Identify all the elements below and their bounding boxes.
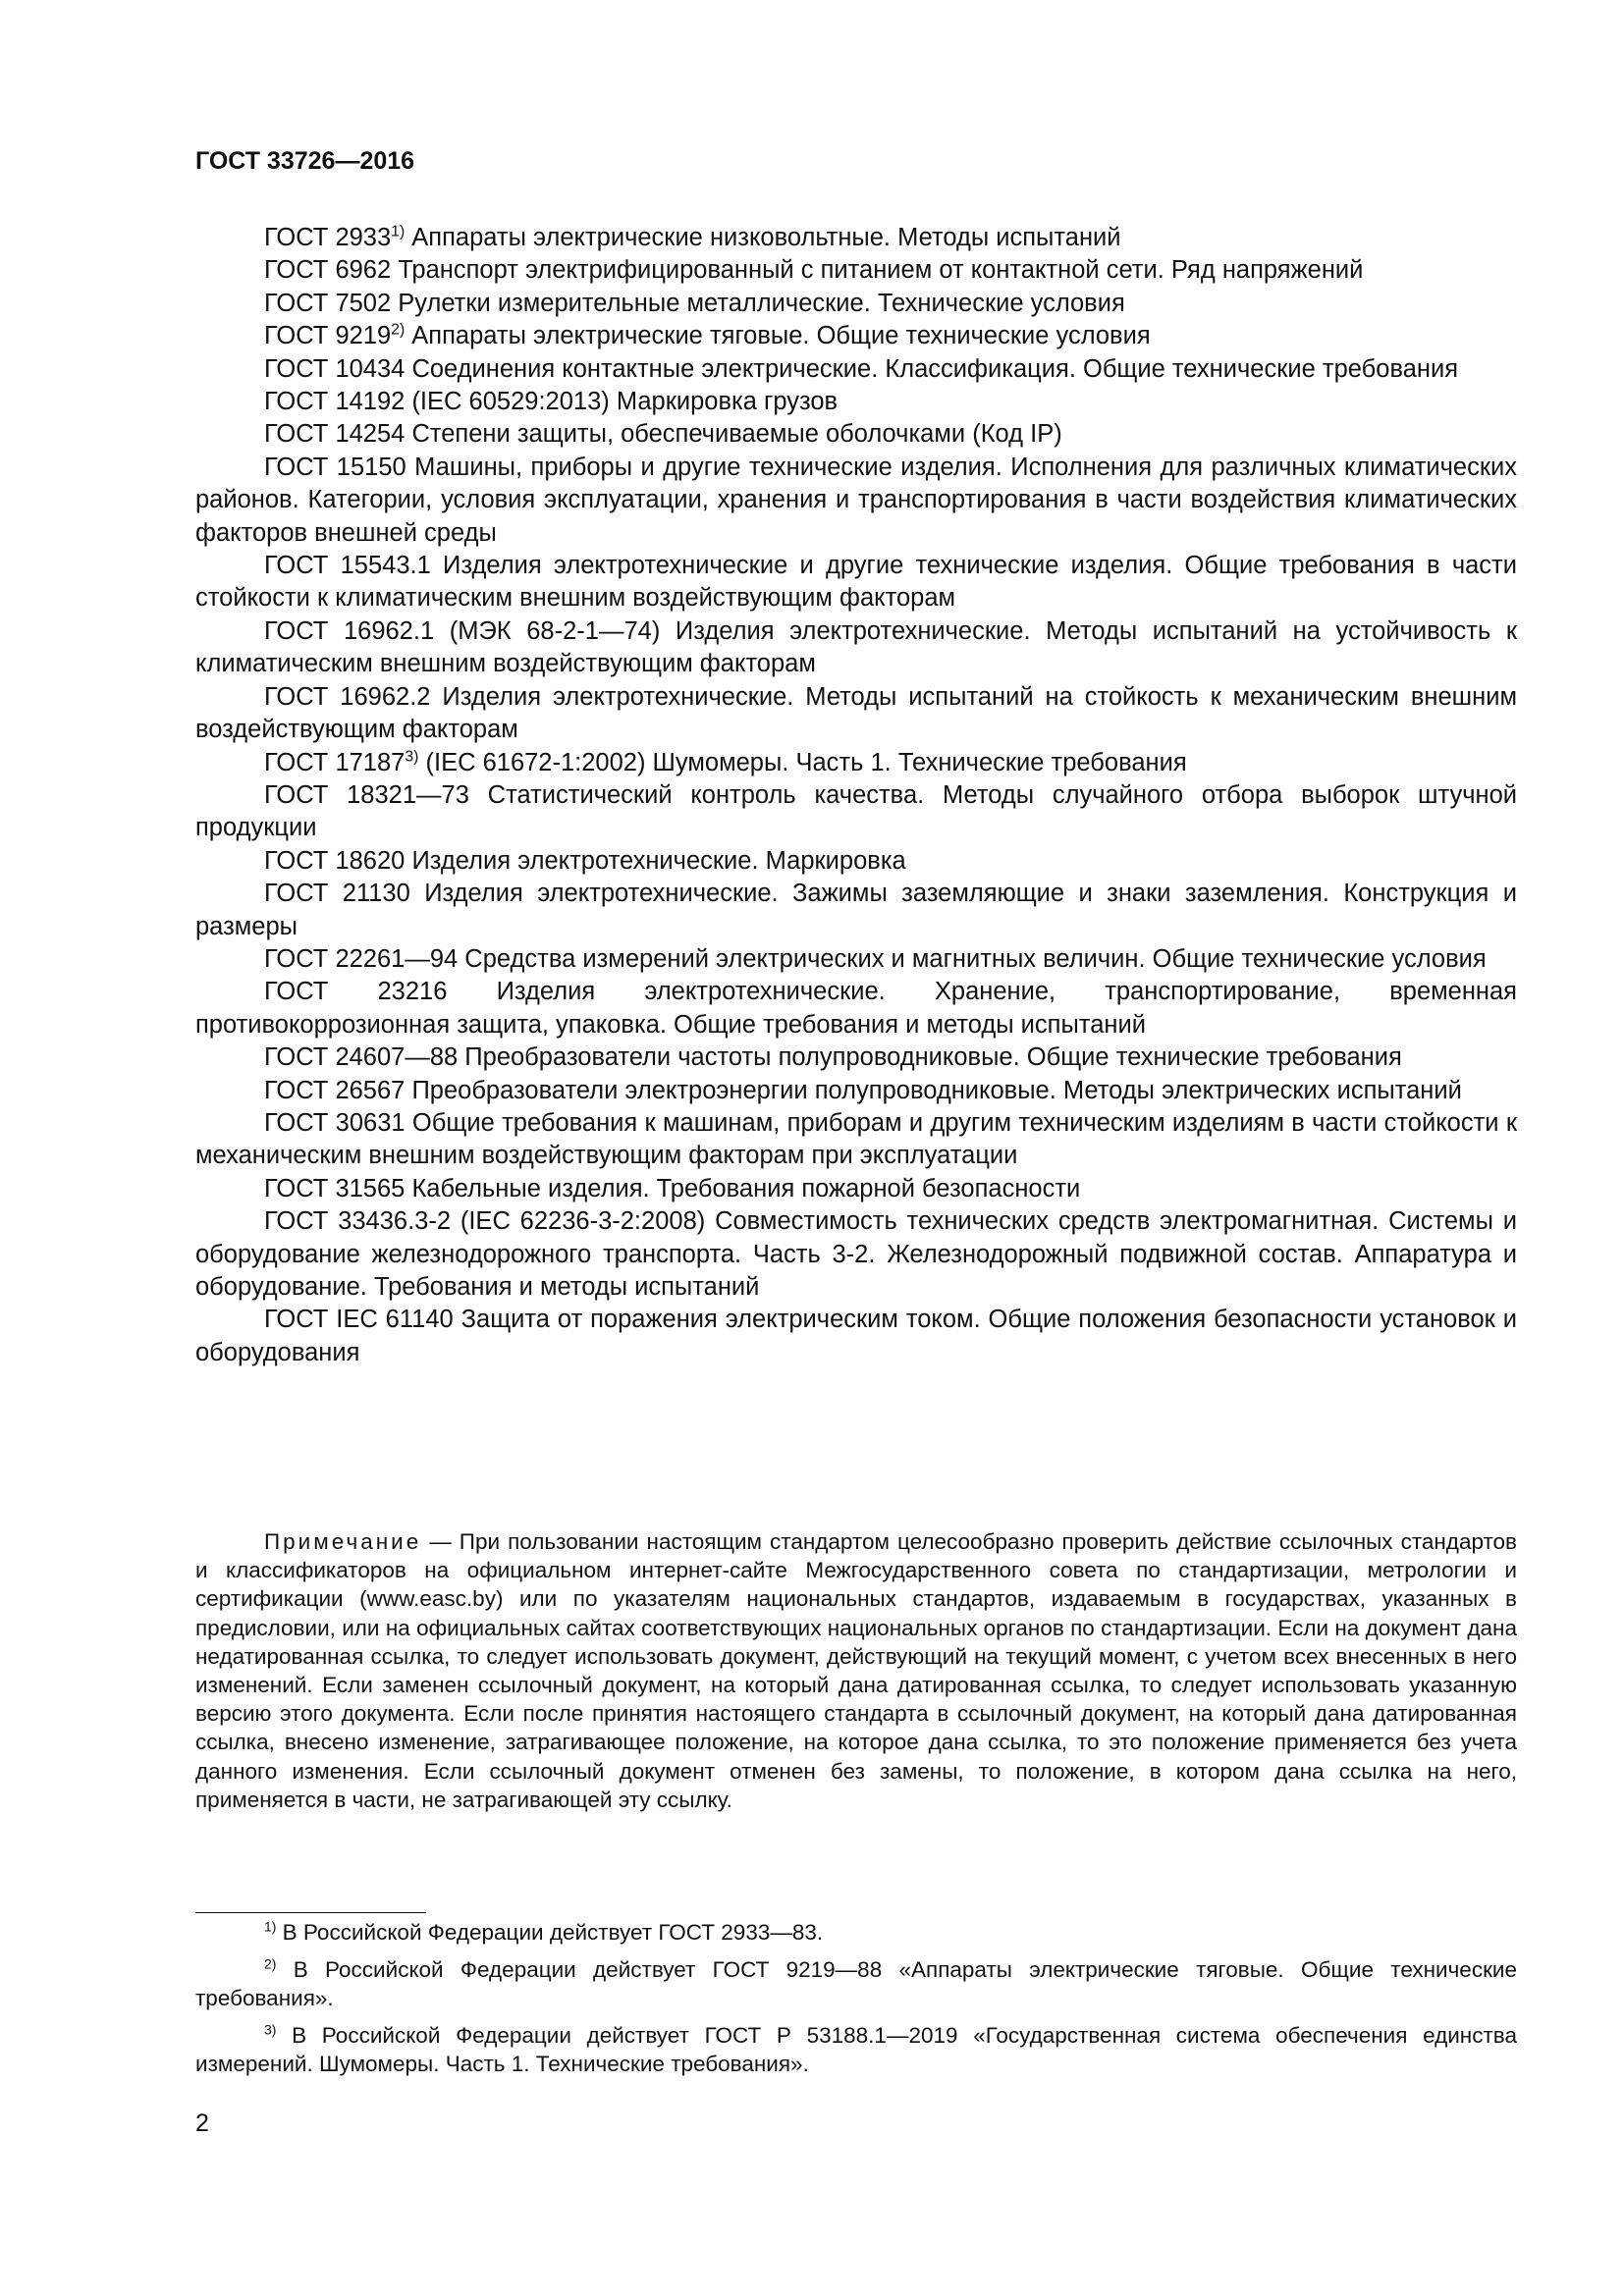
reference-code: ГОСТ 16962.1: [264, 616, 435, 645]
normative-references-list: [195, 222, 1517, 1369]
note-paragraph: [195, 1527, 1517, 1814]
reference-code: ГОСТ 23216: [264, 978, 448, 1006]
footnote-divider: [195, 1912, 426, 1913]
footnote-text: В Российской Федерации действует ГОСТ 2933—83.: [276, 1920, 824, 1945]
reference-title: Преобразователи частоты полупроводниковые. Общие технические требования: [458, 1043, 1402, 1072]
reference-item: [195, 1304, 1517, 1369]
reference-code: ГОСТ 2933: [264, 224, 392, 251]
reference-item: [195, 615, 1517, 681]
footnote-marker: 1): [391, 223, 406, 240]
reference-code: ГОСТ 14254: [264, 420, 406, 449]
reference-item: [195, 943, 1517, 976]
reference-code: ГОСТ 17187: [264, 748, 406, 776]
reference-title: (IEC 62236-3-2:2008) Совместимость технических средств электромагнитная. Системы и оборудование железнодорожного транспорта. Часть 3-2. Железнодорожный подвижной состав. Аппаратура и оборудование. Требования и методы испытаний: [195, 1207, 1517, 1301]
reference-item: [195, 976, 1517, 1041]
reference-code: ГОСТ 18620: [264, 846, 406, 875]
reference-item: [195, 1041, 1517, 1074]
reference-item: [195, 550, 1517, 615]
reference-code: ГОСТ 24607—88: [264, 1043, 459, 1072]
reference-item: [195, 222, 1517, 254]
reference-code: ГОСТ 16962.2: [264, 682, 431, 711]
reference-title: Аппараты электрические тяговые. Общие технические условия: [405, 322, 1151, 350]
reference-title: Средства измерений электрических и магнитных величин. Общие технические условия: [458, 944, 1487, 973]
reference-code: ГОСТ 26567: [264, 1076, 406, 1104]
reference-title: Рулетки измерительные металлические. Технические условия: [391, 289, 1125, 317]
reference-title: Машины, приборы и другие технические изделия. Исполнения для различных климатических районов. Категории, условия эксплуатации, хранения и транспортирования в части воздействия климатических факторов внешней среды: [195, 453, 1517, 547]
reference-code: ГОСТ 15543.1: [264, 552, 431, 580]
reference-title: (IEC 60529:2013) Маркировка грузов: [405, 388, 839, 416]
footnote-text: В Российской Федерации действует ГОСТ 9219—88 «Аппараты электрические тяговые. Общие технические требования».: [195, 1957, 1517, 2010]
reference-code: ГОСТ 6962: [264, 256, 392, 285]
note-dash: —: [421, 1529, 460, 1554]
reference-item: [195, 1205, 1517, 1304]
reference-title: Изделия электротехнические. Зажимы заземляющие и знаки заземления. Конструкция и размеры: [195, 880, 1517, 940]
reference-code: ГОСТ 18321—73: [264, 780, 469, 809]
footnote-text: В Российской Федерации действует ГОСТ Р 53188.1—2019 «Государственная система обеспечения единства измерений. Шумомеры. Часть 1. Технические требования».: [195, 2023, 1517, 2076]
reference-title: Статистический контроль качества. Методы случайного отбора выборок штучной продукции: [195, 780, 1517, 842]
footnote-marker: 2): [391, 321, 406, 339]
document-header: ГОСТ 33726—2016: [195, 147, 415, 175]
reference-code: ГОСТ 9219: [264, 322, 392, 350]
reference-item: [195, 845, 1517, 878]
footnote-mark: 1): [264, 1918, 277, 1935]
footnote-item: [195, 1955, 1517, 2012]
reference-code: ГОСТ 7502: [264, 289, 392, 317]
reference-item: [195, 1075, 1517, 1107]
note-text: При пользовании настоящим стандартом целесообразно проверить действие ссылочных стандартов и классификаторов на официальном интернет-сайте Межгосударственного совета по стандартизации, метрологии и сертификации (www.easc.by) или по указателям национальных стандартов, издаваемым в государствах, указанных в предисловии, или на официальных сайтах соответствующих национальных органов по стандартизации. Если на документ дана недатированная ссылка, то следует использовать документ, действующий на текущий момент, с учетом всех внесенных в него изменений. Если заменен ссылочный документ, на который дана датированная ссылка, то следует использовать указанную версию этого документа. Если после принятия настоящего стандарта в ссылочный документ, на который дана датированная ссылка, внесено изменение, затрагивающее положение, на которое дана ссылка, то это положение применяется без учета данного изменения. Если ссылочный документ отменен без замены, то положение, в котором дана ссылка на него, применяется в части, не затрагивающей эту ссылку.: [195, 1529, 1517, 1812]
page-number: 2: [195, 2109, 209, 2137]
reference-item: [195, 254, 1517, 287]
note-label: Примечание: [264, 1529, 422, 1554]
reference-title: Изделия электротехнические и другие технические изделия. Общие требования в части стойкости к климатическим внешним воздействующим факторам: [195, 552, 1517, 613]
reference-title: Изделия электротехнические. Маркировка: [405, 846, 906, 875]
reference-item: [195, 1107, 1517, 1173]
reference-title: Общие требования к машинам, приборам и другим техническим изделиям в части стойкости к механическим внешним воздействующим факторам при эксплуатации: [195, 1108, 1517, 1170]
reference-title: (МЭК 68-2-1—74) Изделия электротехнические. Методы испытаний на устойчивость к климатическим внешним воздействующим факторам: [195, 616, 1518, 678]
reference-code: ГОСТ 14192: [264, 388, 406, 416]
footnote-marker: 3): [405, 748, 419, 765]
reference-code: ГОСТ 21130: [264, 880, 410, 908]
reference-item: [195, 452, 1517, 550]
reference-title: Соединения контактные электрические. Классификация. Общие технические требования: [405, 354, 1459, 383]
reference-item: [195, 1173, 1517, 1205]
reference-item: [195, 747, 1517, 779]
reference-code: ГОСТ 22261—94: [264, 944, 459, 973]
reference-item: [195, 288, 1517, 320]
reference-item: [195, 779, 1517, 845]
reference-title: Изделия электротехнические. Методы испытаний на стойкость к механическим внешним воздействующим факторам: [195, 682, 1517, 744]
reference-code: ГОСТ 33436.3-2: [264, 1207, 452, 1236]
reference-code: ГОСТ 30631: [264, 1108, 406, 1137]
reference-item: [195, 320, 1517, 352]
reference-item: [195, 418, 1517, 451]
footnote-mark: 2): [264, 1955, 277, 1972]
reference-title: Кабельные изделия. Требования пожарной безопасности: [405, 1174, 1081, 1202]
footnote-item: [195, 1918, 1517, 1947]
reference-title: Преобразователи электроэнергии полупроводниковые. Методы электрических испытаний: [405, 1076, 1462, 1104]
reference-item: [195, 878, 1517, 943]
reference-title: Защита от поражения электрическим током. Общие положения безопасности установок и оборудования: [195, 1306, 1517, 1366]
reference-title: Аппараты электрические низковольтные. Методы испытаний: [405, 224, 1121, 251]
reference-item: [195, 386, 1517, 418]
reference-code: ГОСТ 31565: [264, 1174, 406, 1202]
reference-code: ГОСТ 10434: [264, 354, 406, 383]
reference-code: ГОСТ 15150: [264, 453, 406, 481]
reference-title: Степени защиты, обеспечиваемые оболочками (Код IP): [405, 420, 1062, 449]
reference-item: [195, 681, 1517, 747]
footnotes: [195, 1918, 1517, 2087]
reference-title: Изделия электротехнические. Хранение, транспортирование, временная противокоррозионная защита, упаковка. Общие требования и методы испытаний: [195, 978, 1517, 1039]
reference-code: ГОСТ IEC 61140: [264, 1306, 454, 1334]
footnote-mark: 3): [264, 2021, 277, 2038]
reference-item: [195, 353, 1517, 386]
footnote-item: [195, 2021, 1517, 2078]
reference-title: (IEC 61672-1:2002) Шумомеры. Часть 1. Технические требования: [418, 748, 1187, 776]
reference-title: Транспорт электрифицированный с питанием от контактной сети. Ряд напряжений: [391, 256, 1364, 285]
